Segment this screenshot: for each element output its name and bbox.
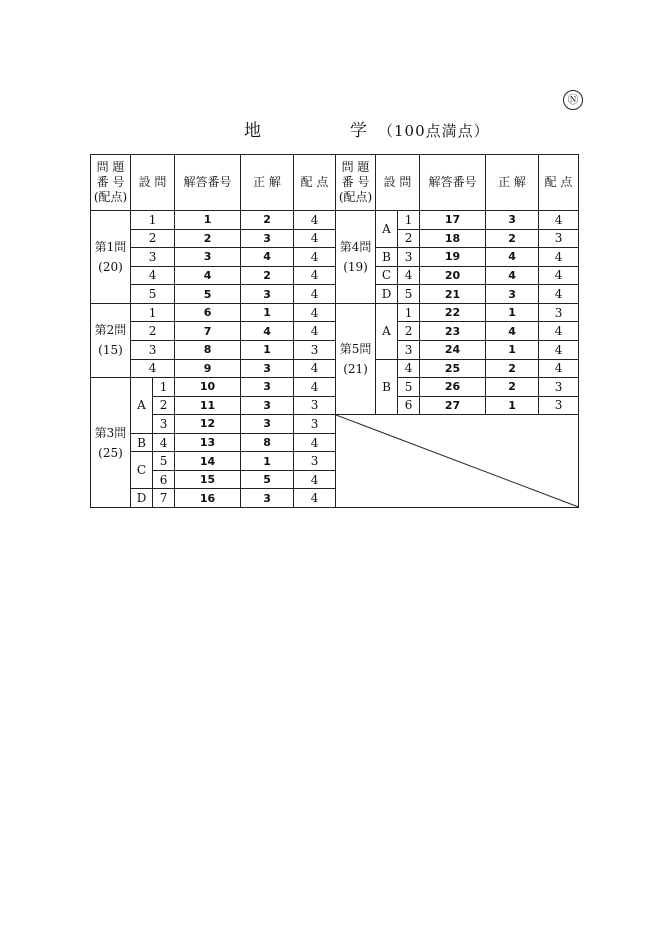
table-header-row <box>91 155 579 211</box>
subsection-cell: D <box>131 489 153 508</box>
table-row <box>91 266 579 285</box>
points-cell: 4 <box>539 285 579 304</box>
question-number-cell: 6 <box>398 396 420 415</box>
answer-number-cell: 27 <box>420 396 486 415</box>
answer-number-cell: 7 <box>175 322 241 341</box>
correct-answer-cell: 3 <box>241 415 294 434</box>
question-number-cell: 3 <box>131 340 175 359</box>
points-cell: 3 <box>294 452 336 471</box>
points-cell: 4 <box>294 303 336 322</box>
table-row <box>91 285 579 304</box>
answer-number-cell: 8 <box>175 340 241 359</box>
diagonal-line <box>336 415 578 507</box>
correct-answer-cell: 2 <box>241 211 294 230</box>
header-answer-no-right: 解答番号 <box>420 155 486 211</box>
header-points-right: 配 点 <box>539 155 579 211</box>
question-number-cell: 5 <box>398 285 420 304</box>
answer-number-cell: 11 <box>175 396 241 415</box>
table-row <box>91 415 579 434</box>
points-cell: 4 <box>539 248 579 267</box>
answer-number-cell: 1 <box>175 211 241 230</box>
correct-answer-cell: 3 <box>241 359 294 378</box>
title-subtitle: （100点満点） <box>378 122 490 140</box>
answer-number-cell: 21 <box>420 285 486 304</box>
points-cell: 4 <box>294 470 336 489</box>
answer-number-cell: 3 <box>175 248 241 267</box>
answer-number-cell: 16 <box>175 489 241 508</box>
answer-number-cell: 26 <box>420 378 486 397</box>
header-correct-right: 正 解 <box>486 155 539 211</box>
question-number-cell: 4 <box>131 359 175 378</box>
question-number-cell: 4 <box>398 266 420 285</box>
question-number-cell: 3 <box>131 248 175 267</box>
points-cell: 4 <box>294 285 336 304</box>
header-correct-left: 正 解 <box>241 155 294 211</box>
problem-2-cell: 第2問 (15) <box>91 303 131 377</box>
answer-number-cell: 25 <box>420 359 486 378</box>
question-number-cell: 1 <box>398 303 420 322</box>
question-number-cell: 4 <box>398 359 420 378</box>
question-number-cell: 5 <box>398 378 420 397</box>
question-number-cell: 2 <box>398 229 420 248</box>
question-number-cell: 2 <box>153 396 175 415</box>
correct-answer-cell: 3 <box>486 211 539 230</box>
answer-number-cell: 12 <box>175 415 241 434</box>
page-mark: Ⓝ <box>563 90 583 110</box>
subsection-cell: A <box>131 378 153 434</box>
subsection-cell: C <box>376 266 398 285</box>
correct-answer-cell: 4 <box>241 322 294 341</box>
question-number-cell: 7 <box>153 489 175 508</box>
answer-number-cell: 17 <box>420 211 486 230</box>
table-row <box>91 211 579 230</box>
table-row <box>91 303 579 322</box>
points-cell: 4 <box>294 433 336 452</box>
answer-number-cell: 4 <box>175 266 241 285</box>
header-problem-left: 問 題 番 号 (配点) <box>91 155 131 211</box>
table-row <box>91 378 579 397</box>
subsection-cell: C <box>131 452 153 489</box>
correct-answer-cell: 1 <box>241 340 294 359</box>
correct-answer-cell: 5 <box>241 470 294 489</box>
answer-table <box>90 154 579 508</box>
answer-number-cell: 10 <box>175 378 241 397</box>
correct-answer-cell: 4 <box>486 322 539 341</box>
page-title <box>244 116 490 141</box>
correct-answer-cell: 2 <box>486 229 539 248</box>
correct-answer-cell: 4 <box>486 248 539 267</box>
points-cell: 4 <box>294 211 336 230</box>
table-row <box>91 396 579 415</box>
correct-answer-cell: 4 <box>486 266 539 285</box>
question-number-cell: 3 <box>153 415 175 434</box>
table-row <box>91 229 579 248</box>
question-number-cell: 2 <box>131 322 175 341</box>
header-answer-no-left: 解答番号 <box>175 155 241 211</box>
question-number-cell: 5 <box>131 285 175 304</box>
correct-answer-cell: 4 <box>241 248 294 267</box>
answer-number-cell: 9 <box>175 359 241 378</box>
problem-4-cell: 第4問 (19) <box>336 211 376 304</box>
table-row <box>91 359 579 378</box>
answer-number-cell: 14 <box>175 452 241 471</box>
answer-number-cell: 24 <box>420 340 486 359</box>
points-cell: 3 <box>539 229 579 248</box>
problem-3-cell: 第3問 (25) <box>91 378 131 508</box>
answer-number-cell: 5 <box>175 285 241 304</box>
correct-answer-cell: 3 <box>241 285 294 304</box>
title-char-2: 学 <box>350 121 368 141</box>
answer-number-cell: 2 <box>175 229 241 248</box>
points-cell: 4 <box>294 322 336 341</box>
header-question-right: 設 問 <box>376 155 420 211</box>
points-cell: 3 <box>539 396 579 415</box>
points-cell: 3 <box>294 415 336 434</box>
correct-answer-cell: 3 <box>241 396 294 415</box>
table-row <box>91 340 579 359</box>
correct-answer-cell: 2 <box>241 266 294 285</box>
answer-number-cell: 20 <box>420 266 486 285</box>
problem-1-cell: 第1問 (20) <box>91 211 131 304</box>
correct-answer-cell: 1 <box>241 303 294 322</box>
table-row <box>91 248 579 267</box>
answer-table-wrapper <box>90 154 578 508</box>
answer-number-cell: 22 <box>420 303 486 322</box>
points-cell: 3 <box>294 340 336 359</box>
subsection-cell: B <box>131 433 153 452</box>
subsection-cell: B <box>376 359 398 415</box>
points-cell: 4 <box>539 266 579 285</box>
points-cell: 3 <box>539 303 579 322</box>
question-number-cell: 3 <box>398 248 420 267</box>
answer-number-cell: 19 <box>420 248 486 267</box>
title-char-1: 地 <box>244 121 262 141</box>
answer-number-cell: 6 <box>175 303 241 322</box>
subsection-cell: B <box>376 248 398 267</box>
question-number-cell: 6 <box>153 470 175 489</box>
points-cell: 4 <box>539 322 579 341</box>
question-number-cell: 1 <box>131 211 175 230</box>
points-cell: 4 <box>294 378 336 397</box>
answer-number-cell: 15 <box>175 470 241 489</box>
correct-answer-cell: 3 <box>241 229 294 248</box>
answer-number-cell: 18 <box>420 229 486 248</box>
problem-5-cell: 第5問 (21) <box>336 303 376 414</box>
points-cell: 4 <box>294 489 336 508</box>
correct-answer-cell: 3 <box>241 378 294 397</box>
question-number-cell: 2 <box>398 322 420 341</box>
points-cell: 4 <box>294 229 336 248</box>
question-number-cell: 1 <box>398 211 420 230</box>
question-number-cell: 5 <box>153 452 175 471</box>
table-row <box>91 322 579 341</box>
correct-answer-cell: 3 <box>486 285 539 304</box>
points-cell: 4 <box>539 359 579 378</box>
question-number-cell: 2 <box>131 229 175 248</box>
header-points-left: 配 点 <box>294 155 336 211</box>
correct-answer-cell: 1 <box>486 396 539 415</box>
subsection-cell: A <box>376 303 398 359</box>
header-problem-right: 問 題 番 号 (配点) <box>336 155 376 211</box>
correct-answer-cell: 1 <box>486 340 539 359</box>
correct-answer-cell: 1 <box>241 452 294 471</box>
points-cell: 3 <box>294 396 336 415</box>
subsection-cell: D <box>376 285 398 304</box>
question-number-cell: 4 <box>153 433 175 452</box>
points-cell: 3 <box>539 378 579 397</box>
points-cell: 4 <box>294 359 336 378</box>
question-number-cell: 3 <box>398 340 420 359</box>
correct-answer-cell: 3 <box>241 489 294 508</box>
correct-answer-cell: 2 <box>486 378 539 397</box>
correct-answer-cell: 1 <box>486 303 539 322</box>
question-number-cell: 4 <box>131 266 175 285</box>
empty-diagonal-cell <box>336 415 579 508</box>
answer-number-cell: 13 <box>175 433 241 452</box>
question-number-cell: 1 <box>153 378 175 397</box>
question-number-cell: 1 <box>131 303 175 322</box>
points-cell: 4 <box>539 211 579 230</box>
correct-answer-cell: 2 <box>486 359 539 378</box>
correct-answer-cell: 8 <box>241 433 294 452</box>
points-cell: 4 <box>539 340 579 359</box>
header-question-left: 設 問 <box>131 155 175 211</box>
points-cell: 4 <box>294 266 336 285</box>
subsection-cell: A <box>376 211 398 248</box>
answer-number-cell: 23 <box>420 322 486 341</box>
points-cell: 4 <box>294 248 336 267</box>
